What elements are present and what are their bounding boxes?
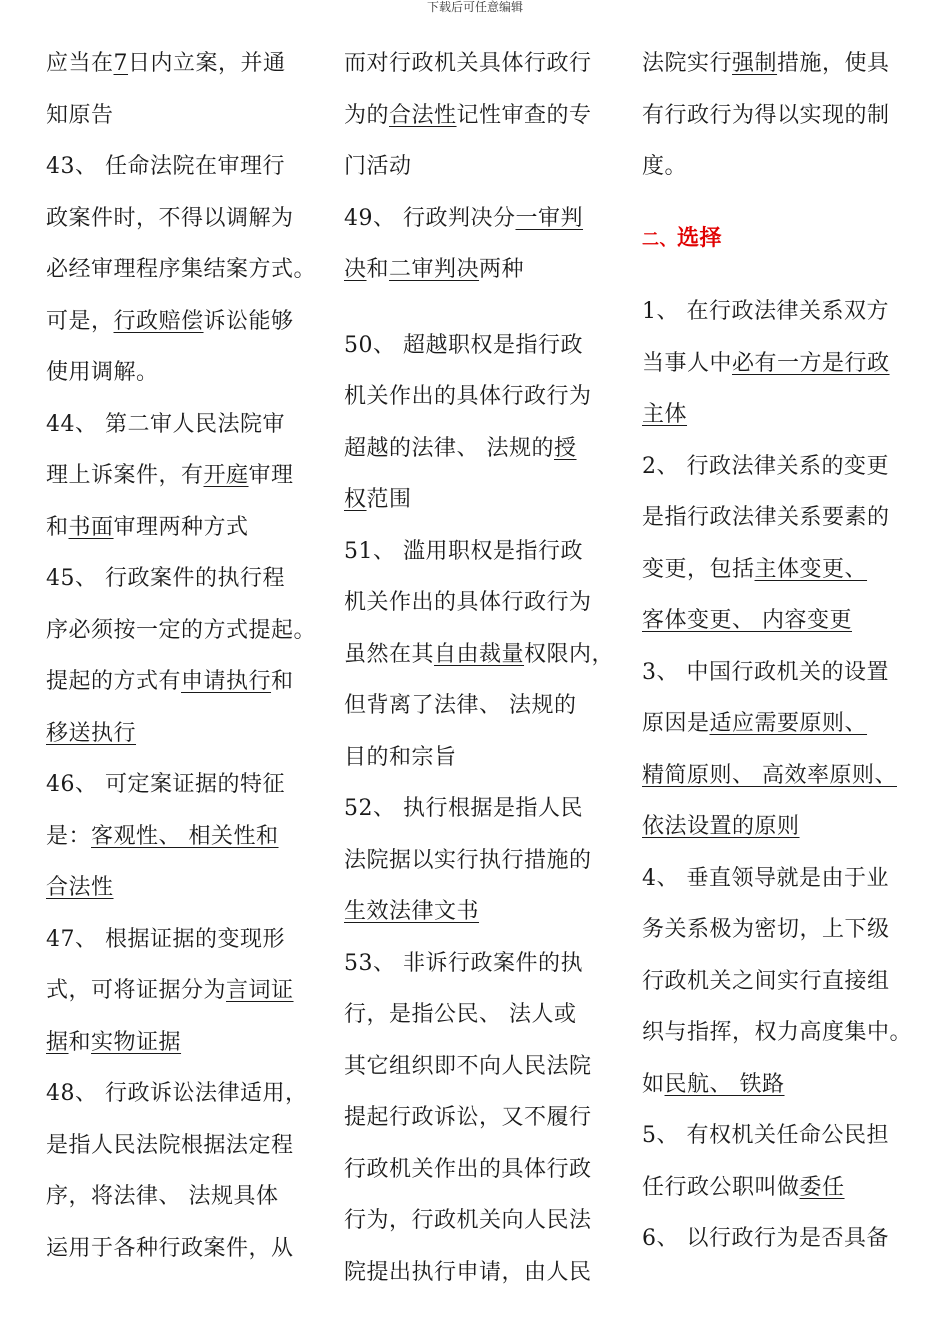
text-line: 知原告: [46, 102, 114, 128]
text-line: 权范围: [344, 487, 412, 512]
column-2: [344, 38, 614, 1298]
text-line: 任行政公职叫做委任: [642, 1174, 845, 1200]
answer-underline: 授: [554, 435, 577, 461]
question-53: 53、 非诉行政案件的执: [344, 950, 583, 976]
text-line: 院提出执行申请，由人民: [344, 1259, 592, 1285]
text-line: 有行政行为得以实现的制: [642, 102, 890, 128]
text-line: [344, 886, 614, 938]
column-1: [46, 38, 316, 1274]
text-line: 应当在7日内立案，并通: [46, 51, 286, 76]
text-line: 提起行政诉讼，又不履行: [344, 1105, 592, 1130]
text-line: 决和二审判决两种: [344, 257, 525, 282]
text-line: 行政机关之间实行直接组: [642, 968, 890, 994]
text-line: 是指行政法律关系要素的: [642, 505, 890, 530]
question-45: 45、 行政案件的执行程: [46, 566, 285, 591]
question-49: 49、 行政判决分一审判: [344, 205, 584, 231]
question-46: 46、 可定案证据的特征: [46, 772, 285, 797]
text-line: 是：客观性、 相关性和: [46, 823, 279, 849]
text-line: [46, 708, 316, 760]
choice-1: 1、 在行政法律关系双方: [642, 299, 889, 324]
text-line: 必经审理程序集结案方式。: [46, 257, 317, 282]
answer-underline: 合法性: [46, 875, 114, 900]
text-line: 织与指挥，权力高度集中。: [642, 1020, 913, 1045]
choice-5: 5、 有权机关任命公民担: [642, 1123, 889, 1148]
text-line: 是指人民法院根据法定程: [46, 1132, 294, 1158]
choice-6: 6、 以行政行为是否具备: [642, 1226, 889, 1251]
choice-3: 3、 中国行政机关的设置: [642, 659, 889, 685]
text-line: 如民航、 铁路: [642, 1071, 785, 1097]
column-3: [642, 38, 912, 1265]
text-line: [46, 862, 316, 914]
answer-underline: 开庭: [203, 463, 249, 488]
answer-underline: 客体变更、 内容变更: [642, 608, 852, 633]
text-line: 序，将法律、 法规具体: [46, 1184, 279, 1209]
answer-underline: 必有一方是行政: [732, 350, 890, 376]
text-line: 行政机关作出的具体行政: [344, 1156, 592, 1182]
answer-underline: 自由裁量: [434, 641, 525, 667]
answer-underline: 主体变更、: [754, 556, 868, 582]
answer-underline: 客观性、 相关性和: [91, 823, 279, 849]
text-line: 而对行政机关具体行政行: [344, 51, 592, 76]
text-line: 提起的方式有申请执行和: [46, 669, 294, 694]
text-line: [642, 595, 912, 647]
answer-underline: 合法性: [389, 102, 457, 128]
answer-underline: 委任: [799, 1174, 845, 1200]
text-line: 其它组织即不向人民法院: [344, 1053, 592, 1079]
text-line: [642, 750, 912, 802]
text-line: 法院实行强制措施，使具: [642, 51, 890, 76]
question-48: 48、 行政诉讼法律适用，: [46, 1081, 308, 1106]
text-line: 虽然在其自由裁量权限内，: [344, 641, 615, 667]
answer-underline: 移送执行: [46, 720, 137, 746]
page-header: 下载后可任意编辑: [426, 0, 523, 14]
answer-underline: 实物证据: [91, 1029, 182, 1055]
text-line: 使用调解。: [46, 360, 159, 385]
text-line: 和书面审理两种方式: [46, 514, 249, 540]
text-line: 行为，行政机关向人民法: [344, 1208, 592, 1233]
answer-underline: 申请执行: [181, 669, 272, 694]
question-43: 43、 任命法院在审理行: [46, 154, 285, 179]
answer-underline: 一审判: [515, 205, 584, 231]
section-title: 二、选择: [642, 224, 723, 251]
text-line: 超越的法律、 法规的授: [344, 435, 577, 461]
text-line: 但背离了法律、 法规的: [344, 693, 577, 718]
answer-underline: 精简原则、 高效率原则、: [642, 762, 897, 788]
question-51: 51、 滥用职权是指行政: [344, 538, 583, 564]
text-line: 机关作出的具体行政行为: [344, 384, 592, 409]
text-line: [642, 801, 912, 853]
text-line: 法院据以实行执行措施的: [344, 847, 592, 873]
text-line: 门活动: [344, 154, 412, 179]
text-line: 务关系极为密切，上下级: [642, 917, 890, 942]
text-line: 目的和宗旨: [344, 744, 457, 770]
text-line: 政案件时，不得以调解为: [46, 205, 294, 231]
answer-underline: 强制: [732, 51, 778, 76]
text-line: 变更，包括主体变更、: [642, 556, 868, 582]
answer-underline: 依法设置的原则: [642, 814, 800, 839]
question-47: 47、 根据证据的变现形: [46, 926, 285, 952]
answer-underline: 主体: [642, 402, 688, 427]
answer-underline: 书面: [68, 514, 114, 540]
text-line: 运用于各种行政案件，从: [46, 1235, 294, 1261]
text-line: 式，可将证据分为言词证: [46, 978, 294, 1003]
answer-underline: 言词证: [226, 978, 294, 1003]
question-44: 44、 第二审人民法院审: [46, 411, 285, 437]
text-line: 序必须按一定的方式提起。: [46, 617, 317, 643]
text-line: 行，是指公民、 法人或: [344, 1002, 577, 1027]
answer-underline: 生效法律文书: [344, 899, 480, 924]
text-line: 为的合法性记性审查的专: [344, 102, 592, 128]
question-52: 52、 执行根据是指人民: [344, 796, 583, 821]
text-line: 可是，行政赔偿诉讼能够: [46, 308, 294, 334]
text-line: 度。: [642, 154, 688, 179]
text-line: 当事人中必有一方是行政: [642, 350, 890, 376]
text-line: 理上诉案件，有开庭审理: [46, 463, 294, 488]
choice-2: 2、 行政法律关系的变更: [642, 453, 889, 479]
text-line: 机关作出的具体行政行为: [344, 590, 592, 615]
answer-underline: 行政赔偿: [113, 308, 204, 334]
answer-underline: 民航、 铁路: [664, 1071, 785, 1097]
text-line: 据和实物证据: [46, 1029, 182, 1055]
question-50: 50、 超越职权是指行政: [344, 332, 583, 358]
text-line: 原因是适应需要原则、: [642, 711, 868, 736]
text-line: [642, 389, 912, 441]
answer-underline: 二审判决: [389, 257, 480, 282]
answer-underline: 适应需要原则、: [709, 711, 868, 736]
choice-4: 4、 垂直领导就是由于业: [642, 865, 889, 891]
spacer: [344, 296, 614, 320]
